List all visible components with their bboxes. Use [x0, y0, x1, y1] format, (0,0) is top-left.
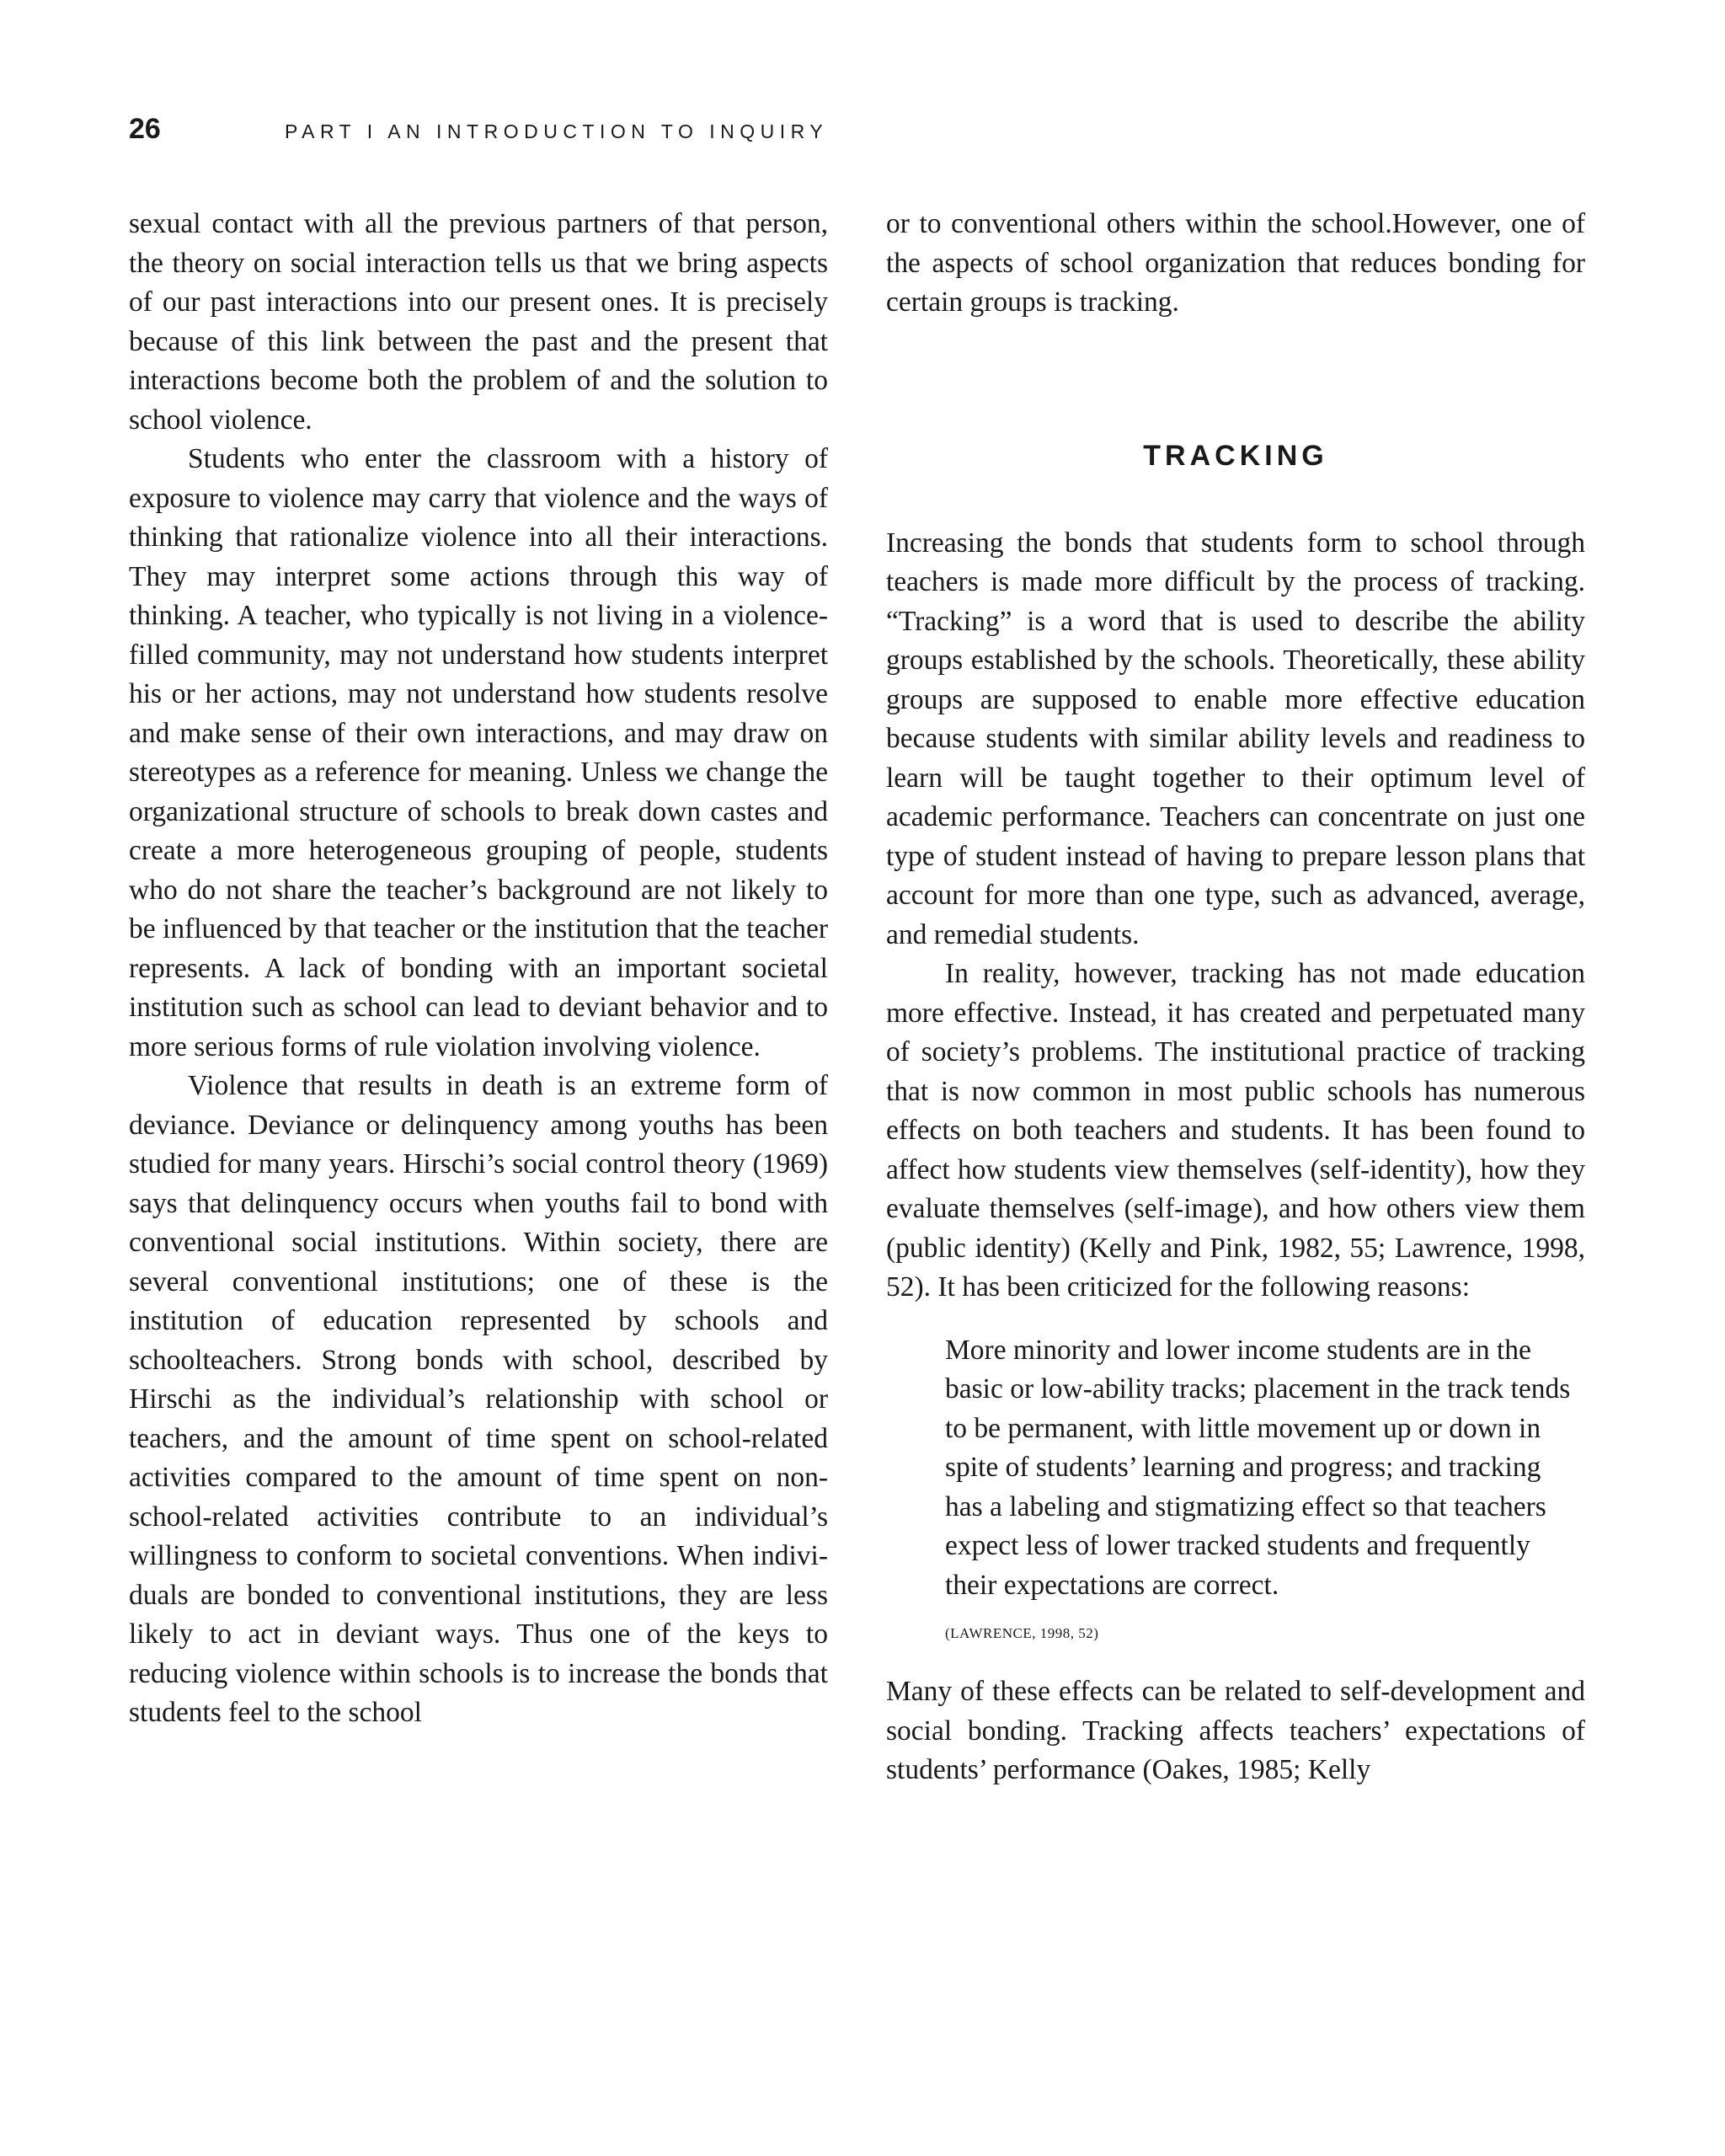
- paragraph-right-3: In reality, however, tracking has not made education more effective. Instead, it has created and perpetuated many of society’s problems. The institutional practice of tracking that is now common in most public schools has numerous effects on both teachers and students. It has been found to affect how students view themselves (self-identity), how they evaluate themselves (self-image), and how others view them (public identity) (Kelly and Pink, 1982, 55; Lawrence, 1998, 52). It has been criticized for the following reasons:: [886, 958, 1585, 1303]
- paragraph-right-1: or to conventional others within the school.However, one of the aspects of school organization that reduces bonding for certain groups is tracking.: [886, 208, 1585, 318]
- quote-citation: (LAWRENCE, 1998, 52): [945, 1625, 1099, 1641]
- block-quote: More minority and lower income students are in the basic or low-ability tracks; placement in the track tends to be permanent, with little movement up or down in spite of students’ learning and progress; and tracking has a labeling and stigmatizing effect so that teachers expect less of lower tracked students and frequently their expectations are correct.: [945, 1334, 1571, 1601]
- section-heading: TRACKING: [1143, 439, 1328, 472]
- paragraph-right-4: Many of these effects can be related to self-development and social bonding. Tracking affects teachers’ expectations of students’ performance (Oakes, 1985; Kelly: [886, 1676, 1585, 1785]
- paragraph-left-1: sexual contact with all the previous partners of that person, the theory on social interaction tells us that we bring aspects of our past interactions into our present ones. It is precisely because of this link between the past and the present that interactions become both the problem of and the solution to school violence.: [129, 208, 828, 436]
- right-column: [886, 205, 1585, 1790]
- paragraph-left-2: Students who enter the classroom with a history of exposure to violence may carry that violence and the ways of thinking that rationalize violence into all their interactions. They may interpret some actions through this way of thinking. A teacher, who typically is not living in a violence-filled community, may not understand how students interpret his or her actions, may not understand how students resolve and make sense of their own interactions, and may draw on stereotypes as a reference for meaning. Unless we change the organizational structure of schools to break down castes and create a more heterogeneous grouping of people, students who do not share the teacher’s background are not likely to be influenced by that teacher or the institution that the teacher represents. A lack of bonding with an important societal institution such as school can lead to deviant behavior and to more serious forms of rule violation involving violence.: [129, 443, 828, 1062]
- running-head: PART I AN INTRODUCTION TO INQUIRY: [285, 120, 829, 142]
- paragraph-right-2: Increasing the bonds that students form to school through teachers is made more difficult by the process of tracking. “Tracking” is a word that is used to describe the ability groups established by the schools. Theoretically, these ability groups are supposed to enable more effective education because students with similar ability levels and readiness to learn will be taught together to their optimum level of academic performance. Teachers can concentrate on just one type of student instead of having to prepare lesson plans that account for more than one type, such as advanced, average, and remedial students.: [886, 527, 1585, 950]
- left-column: [129, 205, 828, 1733]
- page-header: [129, 113, 828, 155]
- paragraph-left-3: Violence that results in death is an extreme form of deviance. Deviance or delinquency among youths has been studied for many years. Hirschi’s social control theory (1969) says that delinquency occurs when youths fail to bond with conventional social institutions. Within society, there are several conventional institutions; one of these is the institution of education represented by schools and schoolteachers. Strong bonds with school, described by Hirschi as the individual’s relationship with school or teachers, and the amount of time spent on school-related activities compared to the amount of time spent on non-school-related activities contribute to an individual’s willingness to conform to societal conventions. When individuals are bonded to conventional institutions, they are less likely to act in deviant ways. Thus one of the keys to reducing violence within schools is to increase the bonds that students feel to the school: [129, 1070, 828, 1728]
- page-number: 26: [129, 113, 161, 145]
